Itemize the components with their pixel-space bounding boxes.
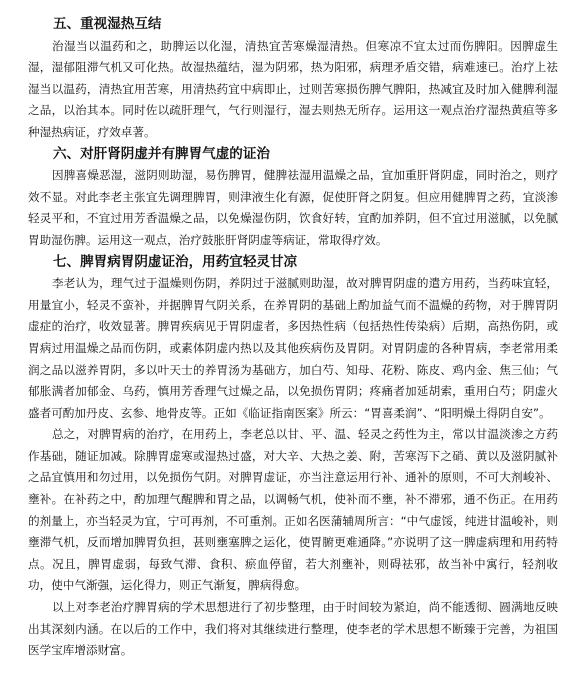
section-heading-7: 七、脾胃病胃阴虚证治，用药宜轻灵甘凉 xyxy=(53,253,298,270)
summary-paragraph: 总之，对脾胃病的治疗，在用药上，李老总以甘、平、温、轻灵之药性为主，常以甘温淡渗之方药作基础，随证加减。除脾胃虚寒或湿热过盛，对大辛、大热之姜、附，苦寒泻下之硝、黄以及滋阴腻补之品宜慎用和勿过用，以免损伤气阴。对脾胃虚证，亦当注意运用行补、通补的原则，不可大剂峻补、壅补。在补药之中，酌加理气醒脾和胃之品，以调畅气机，使补而不壅，补不滞邪，通不伤正。在用药的剂量上，亦当轻灵为宜，宁可再剂，不可重剂。正如名医蒲辅周所言：“中气虚馁，纯进甘温峻补，则壅滞气机，反而增加脾胃负担，甚则壅塞脾之运化，使胃腑更难通降。”亦说明了这一脾虚病理和用药特点。况且，脾胃虚弱，每致气滞、食积、瘀血停留，若大剂壅补，则碍祛邪，故当补中寓行，轻剂收功，使中气渐强，运化得力，则正气渐复，脾病得愈。 xyxy=(28,427,558,593)
conclusion-paragraph: 以上对李老治疗脾胃病的学术思想进行了初步整理，由于时间较为紧迫，尚不能透彻、圆满地反映出其深刻内涵。在以后的工作中，我们将对其继续进行整理，使李老的学术思想不断臻于完善，为祖国医学宝库增添财富。 xyxy=(28,600,558,658)
section-heading-6: 六、对肝肾阴虚并有脾胃气虚的证治 xyxy=(53,145,270,162)
section-6-paragraph: 因脾喜燥恶湿，滋阴则助湿，易伤脾胃，健脾祛湿用温燥之品，宜加重肝肾阴虚，同时治之，则疗效不显。对此李老主张宜先调理脾胃，则津液生化有源，促使肝肾之阴复。但应用健脾胃之药，宜淡渗轻灵平和，不宜过用芳香温燥之品，以免燥湿伤阴，饮食好转，宜酌加养阴，但不宜过用滋腻，以免腻胃助湿伤脾。运用这一观点，治疗鼓胀肝肾阴虚等病证，常取得疗效。 xyxy=(28,168,558,247)
document-page xyxy=(28,14,558,662)
section-heading-5: 五、重视湿热互结 xyxy=(53,16,162,32)
section-7-paragraph-1: 李老认为，理气过于温燥则伤阴，养阴过于滋腻则助湿，故对脾胃阴虚的遣方用药，当药味宜轻，用量宜小，轻灵不蛮补，并据脾胃气阴关系，在养胃阴的基础上酌加益气而不温燥的药物，对于脾胃阴虚症的治疗，收效显著。脾胃疾病见于胃阴虚者，多因热性病（包括热性传染病）后期，高热伤阴，或胃病过用温燥之品而伤阴，或素体阴虚内热以及其他疾病伤及胃阴。对胃阴虚的各种胃病，李老常用柔润之品以滋养胃阴，多以叶天士的养胃汤为基础方，加白芍、知母、花粉、陈皮、鸡内金、焦三仙；气郁胀满者加郁金、乌药，慎用芳香理气过燥之品，以免损伤胃阴；疼痛者加延胡索，重用白芍；阴虚火盛者可酌加丹皮、玄参、地骨皮等。正如《临证指南医案》所云：“胃喜柔润”、“阳明燥土得阴自安”。 xyxy=(28,276,558,420)
section-5-paragraph: 治湿当以温药和之，助脾运以化湿，清热宜苦寒燥湿清热。但寒凉不宜太过而伤脾阳。因脾虚生湿，湿郁阻滞气机又可化热。故湿热蕴结，湿为阴邪，热为阳邪，病理矛盾交错，病难速已。治疗上祛湿当以温药，清热宜用苦寒，用清热药宜中病即止，过则苦寒损伤脾气脾阳，热减宜及时加入健脾利湿之品，以治其本。同时佐以疏肝理气，气行则湿行，湿去则热无所存。运用这一观点治疗湿热黄疸等多种湿热病证，疗效卓著。 xyxy=(28,38,558,139)
